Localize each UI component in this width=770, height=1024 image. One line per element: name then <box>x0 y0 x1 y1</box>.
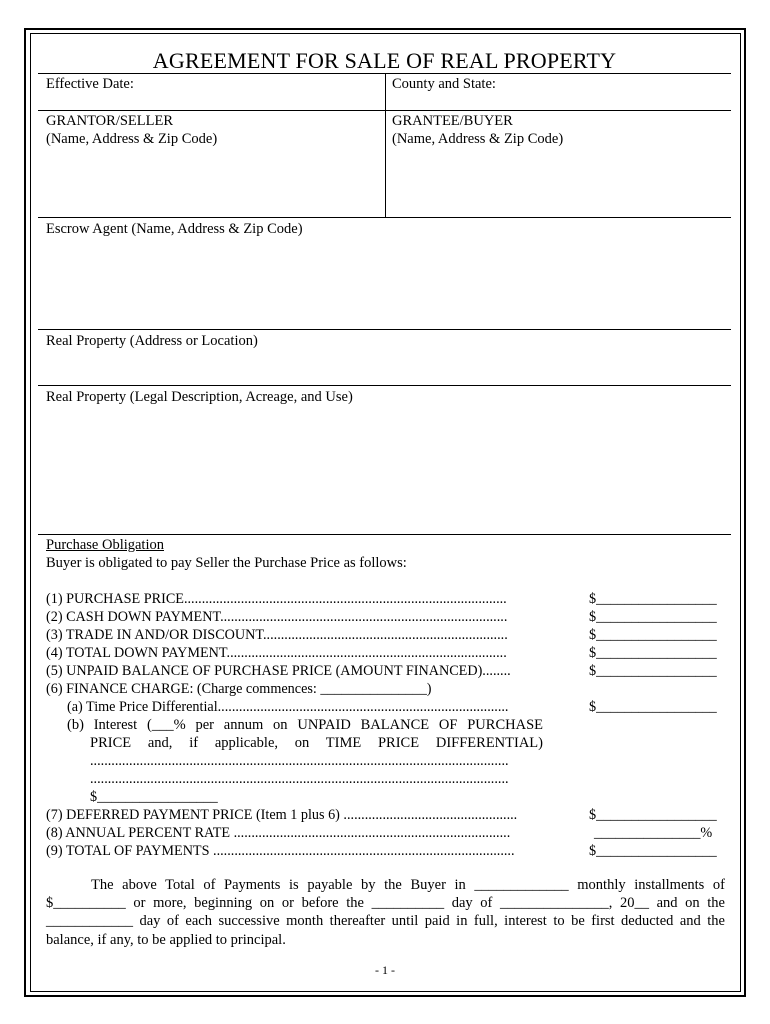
amount-total-down-payment: $_________________ <box>589 645 717 661</box>
divider <box>38 534 731 535</box>
amount-annual-percent-rate: _______________% <box>594 825 713 841</box>
item-interest-line1: (b) Interest (___% per annum on UNPAID BALANCE OF PURCHASE <box>67 717 543 733</box>
item-total-of-payments: (9) TOTAL OF PAYMENTS ..................................................................................... <box>46 843 515 859</box>
real-property-legal-label: Real Property (Legal Description, Acreage, and Use) <box>46 389 353 405</box>
amount-cash-down-payment: $_________________ <box>589 609 717 625</box>
item-interest-dots: ...................................................................................................................... <box>90 753 509 769</box>
amount-unpaid-balance: $_________________ <box>589 663 717 679</box>
grantor-label: GRANTOR/SELLER <box>46 113 174 129</box>
item-total-down-payment: (4) TOTAL DOWN PAYMENT............................................................................... <box>46 645 507 661</box>
grantor-sub-label: (Name, Address & Zip Code) <box>46 131 218 147</box>
item-interest-line2: PRICE and, if applicable, on TIME PRICE DIFFERENTIAL) <box>90 735 543 751</box>
amount-total-of-payments: $_________________ <box>589 843 717 859</box>
divider <box>38 329 731 330</box>
amount-time-price-differential: $_________________ <box>589 699 717 715</box>
item-finance-charge: (6) FINANCE CHARGE: (Charge commences: _______________) <box>46 681 432 697</box>
item-interest-dots: ...................................................................................................................... <box>90 771 509 787</box>
item-annual-percent-rate: (8) ANNUAL PERCENT RATE .............................................................................. <box>46 825 511 841</box>
item-trade-in: (3) TRADE IN AND/OR DISCOUNT..................................................................... <box>46 627 508 643</box>
item-time-price-differential: (a) Time Price Differential.................................................................................. <box>67 699 509 715</box>
item-unpaid-balance: (5) UNPAID BALANCE OF PURCHASE PRICE (AMOUNT FINANCED)........ <box>46 663 511 679</box>
divider <box>385 73 386 217</box>
purchase-intro: Buyer is obligated to pay Seller the Purchase Price as follows: <box>46 555 407 571</box>
divider <box>38 217 731 218</box>
item-cash-down-payment: (2) CASH DOWN PAYMENT................................................................................. <box>46 609 508 625</box>
item-interest-amount: $_________________ <box>90 789 218 805</box>
county-state-label: County and State: <box>392 76 496 92</box>
payment-terms-paragraph: The above Total of Payments is payable by the Buyer in _____________ monthly installments of $__________ or more, beginning on or before the __________ day of _______________, 20__ and on the ____________ day of each successive month thereafter until paid in full, interest to be first deducted and the balance, if any, to be applied to principal. <box>46 877 725 948</box>
item-deferred-payment-price: (7) DEFERRED PAYMENT PRICE (Item 1 plus 6) ................................................. <box>46 807 518 823</box>
purchase-obligation-heading: Purchase Obligation <box>46 537 164 553</box>
amount-trade-in: $_________________ <box>589 627 717 643</box>
amount-purchase-price: $_________________ <box>589 591 717 607</box>
page-number: - 1 - <box>375 963 395 977</box>
escrow-agent-label: Escrow Agent (Name, Address & Zip Code) <box>46 221 303 237</box>
item-purchase-price: (1) PURCHASE PRICE........................................................................................... <box>46 591 507 607</box>
grantee-label: GRANTEE/BUYER <box>392 113 513 129</box>
amount-deferred-payment-price: $_________________ <box>589 807 717 823</box>
effective-date-label: Effective Date: <box>46 76 134 92</box>
real-property-address-label: Real Property (Address or Location) <box>46 333 258 349</box>
divider <box>38 385 731 386</box>
document-title: AGREEMENT FOR SALE OF REAL PROPERTY <box>152 48 617 73</box>
grantee-sub-label: (Name, Address & Zip Code) <box>392 131 564 147</box>
